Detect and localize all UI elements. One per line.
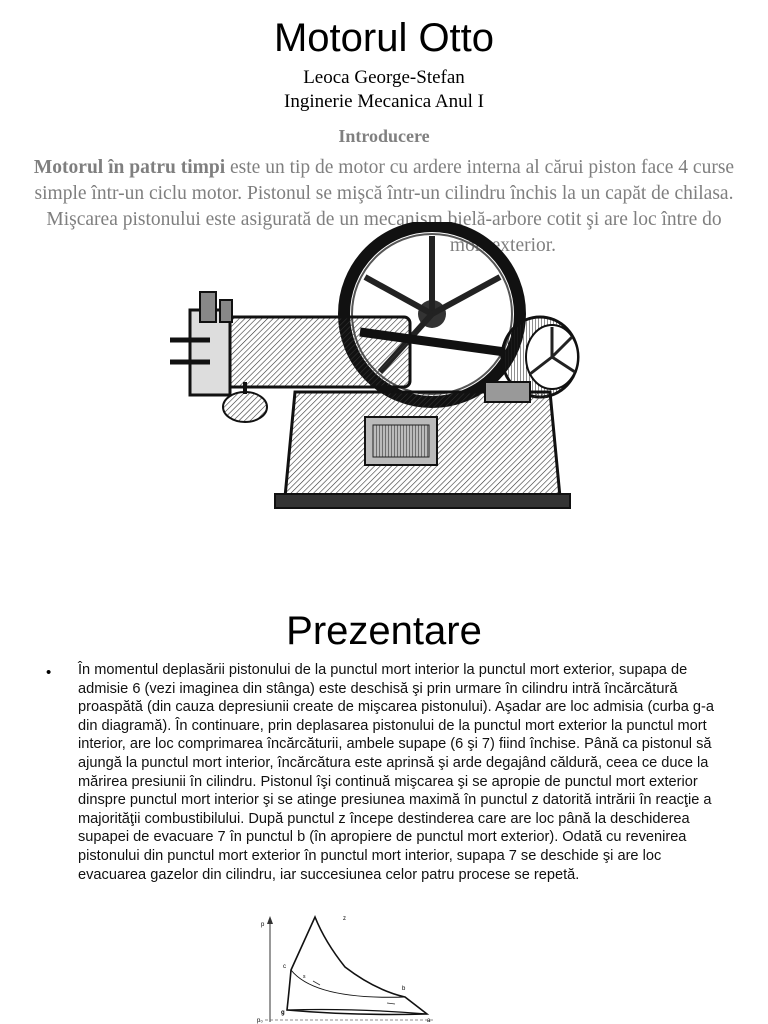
arrow-expansion — [387, 1003, 395, 1004]
section-heading-intro: Introducere — [338, 126, 430, 146]
y-axis-label: p — [261, 922, 265, 928]
engine-illustration-icon — [160, 222, 590, 517]
bullet-marker: • — [46, 664, 52, 681]
y-axis-arrow-icon — [267, 916, 273, 924]
pv-diagram — [255, 912, 440, 1024]
intro-tail-text: mort exterior. — [449, 235, 557, 256]
affiliation: Inginerie Mecanica Anul I — [284, 91, 484, 112]
point-a-label: a — [427, 1018, 431, 1024]
intro-body-text: este un tip de motor cu ardere interna al cărui piston face 4 curse simple într-un ciclu motor. Pistonul se mişcă într-un cilindru închis la un capăt de chilasa. Mişcarea pistonului este asigurată de un mecanism bielă-arbore cotit şi are loc între do — [34, 157, 735, 230]
author-name: Leoca George-Stefan — [303, 67, 465, 88]
paragraph-part-3: a din diagramă). În continuare, prin deplasarea pistonului de la punctul mort exterior la punctul mort interior, are loc comprimarea încărcăturii, ambele supape (6 şi 7) fiind închise. Până ca pistonul să ajungă la punctul mort interior, încărcătura este aprinsă şi arde degajând căldură, ceea ce duce la mărirea presiunii în cilindru. Pistonul îşi continuă mişcarea şi se apropie de punctul mort exterior dinspre punctul mort interior şi se atinge presiunea maximă în punctul z datorită intrării în reacţie a majorităţii combustibilului. După punctul z începe destinderea care are loc până la deschiderea supapei de evacuare 7 în punctul b (în apropiere de punctul mort exterior). Odată cu revenirea pistonului din punctul mort exterior în punctul mort interior, supapa 7 se deschide şi are loc evacuarea gazelor din cilindru, iar succesiunea celor patru procese se repetă. — [78, 699, 714, 883]
compression-curve — [291, 970, 405, 997]
paragraph-part-1: În momentul deplasării pistonului de la punctul mort interior la punctul mort exterior, supapa de admisie 6 (vezi imaginea din stânga) este deschisă şi prin urmare în cilindru intră încărcătură proaspătă (din cauza depresiunii create de mişcarea pistonului). Aşadar are loc — [78, 662, 688, 716]
arrow-compression — [313, 981, 320, 985]
intro-bold-term: Motorul în patru timpi — [33, 157, 226, 178]
point-b-label: b — [402, 986, 406, 992]
presentation-paragraph — [78, 661, 733, 884]
point-z-label: z — [343, 916, 346, 922]
page-title: Motorul Otto — [273, 16, 495, 60]
label-s: s — [303, 974, 306, 980]
section-title-prezentare: Prezentare — [286, 609, 482, 653]
point-c-label: c — [283, 964, 286, 970]
paragraph-part-2: admisia (curba g- — [593, 699, 706, 716]
p0-label: p₀ — [257, 1018, 263, 1024]
point-g-label: g — [281, 1010, 285, 1016]
cycle-curve — [287, 917, 427, 1015]
